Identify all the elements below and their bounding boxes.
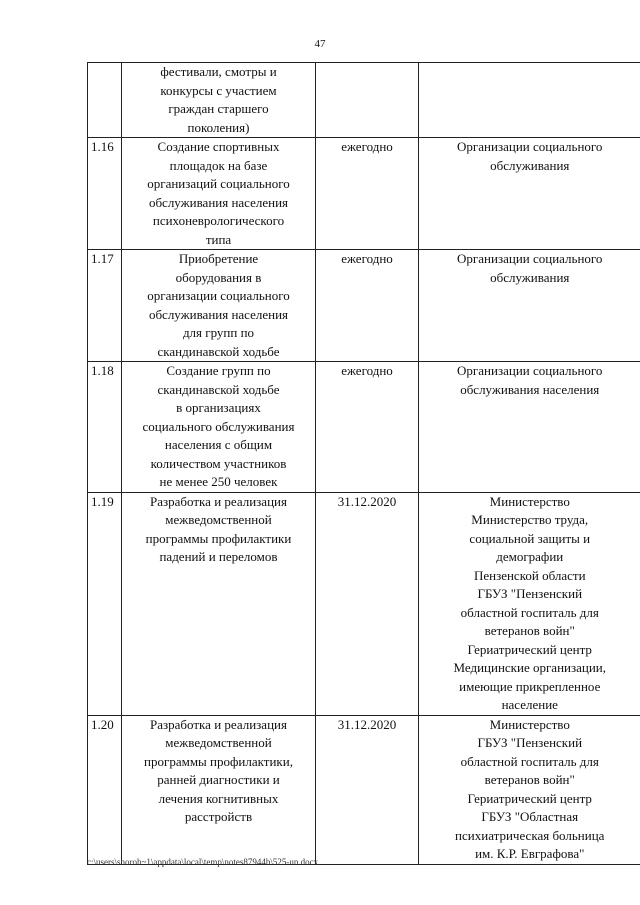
activity-name-cell — [122, 492, 316, 715]
activity-name-line: обслуживания населения — [148, 306, 289, 322]
activity-name-line: падений и переломов — [159, 549, 278, 564]
activity-name-line: социального обслуживания — [142, 418, 295, 434]
activity-name-line: поколения) — [187, 119, 250, 135]
activity-name-line: количеством участников — [150, 455, 287, 471]
plan-table-body — [88, 63, 640, 865]
responsible-org-line: Гериатрический центр — [467, 790, 592, 806]
responsible-org-line: Пензенской области — [473, 567, 586, 583]
responsible-org-line: областной госпиталь для — [460, 604, 599, 620]
activity-name-line: фестивали, смотры и — [160, 64, 277, 79]
responsible-org-line: Министерство труда, — [471, 512, 589, 527]
deadline-cell: 31.12.2020 — [316, 715, 419, 864]
responsible-org-line: демографии — [496, 549, 564, 564]
activity-name-line: обслуживания населения — [148, 194, 289, 210]
responsible-org-line: обслуживания — [490, 269, 570, 285]
responsible-org-cell — [419, 715, 640, 864]
activity-name-line: скандинавской ходьбе — [157, 343, 280, 359]
activity-name-line: расстройств — [184, 809, 253, 824]
activity-name-line: типа — [205, 231, 232, 247]
responsible-org-line: социальной защиты и — [469, 530, 591, 546]
activity-name-cell — [122, 250, 316, 362]
responsible-org-cell — [419, 138, 640, 250]
item-number-cell: 1.18 — [88, 362, 122, 493]
activity-name-line: Разработка и реализация — [150, 716, 287, 732]
responsible-org-line: обслуживания — [490, 157, 570, 173]
responsible-org-line: ветеранов войн" — [484, 772, 575, 787]
table-row — [88, 492, 640, 715]
responsible-org-line: Гериатрический центр — [467, 641, 592, 657]
deadline-cell: ежегодно — [316, 250, 419, 362]
deadline-cell: ежегодно — [316, 138, 419, 250]
responsible-org-line: ГБУЗ "Пензенский — [477, 586, 583, 601]
activity-name-line: не менее 250 человек — [159, 474, 278, 489]
activity-name-line: межведомственной — [165, 735, 272, 750]
responsible-org-line: им. К.Р. Евграфова" — [475, 846, 585, 861]
responsible-org-line: Министерство — [489, 716, 570, 732]
activity-name-line: межведомственной — [165, 512, 272, 527]
activity-name-line: скандинавской ходьбе — [157, 381, 280, 397]
activity-name-line: организации социального — [147, 288, 290, 303]
activity-name-line: Создание групп по — [166, 363, 271, 378]
activity-name-cell — [122, 362, 316, 493]
activity-name-cell — [122, 138, 316, 250]
activity-name-line: населения с общим — [164, 437, 273, 452]
page-number: 47 — [314, 38, 326, 50]
activity-name-line: психоневрологического — [152, 213, 285, 228]
responsible-org-cell — [419, 63, 640, 138]
responsible-org-line: Организации социального — [457, 251, 603, 266]
responsible-org-line: ГБУЗ "Областная — [481, 809, 579, 824]
responsible-org-line: ГБУЗ "Пензенский — [477, 735, 583, 750]
activity-name-line: Создание спортивных — [157, 139, 280, 154]
table-row — [88, 138, 640, 250]
plan-table — [87, 62, 640, 865]
item-number-cell: 1.20 — [88, 715, 122, 864]
item-number-cell: 1.17 — [88, 250, 122, 362]
deadline-cell: 31.12.2020 — [316, 492, 419, 715]
responsible-org-line: Организации социального — [457, 363, 603, 378]
activity-name-line: организаций социального — [147, 176, 290, 191]
table-row — [88, 250, 640, 362]
responsible-org-line: областной госпиталь для — [460, 753, 599, 769]
deadline-cell: ежегодно — [316, 362, 419, 493]
responsible-org-cell — [419, 362, 640, 493]
activity-name-line: ранней диагностики и — [157, 772, 280, 787]
item-number-cell: 1.19 — [88, 492, 122, 715]
activity-name-line: для групп по — [182, 325, 255, 340]
activity-name-line: программы профилактики — [145, 530, 292, 546]
activity-name-line: в организациях — [176, 400, 261, 415]
activity-name-line: Разработка и реализация — [150, 493, 287, 509]
responsible-org-line: ветеранов войн" — [484, 623, 575, 638]
activity-name-line: граждан старшего — [168, 101, 269, 116]
responsible-org-line: Медицинские организации, — [453, 660, 607, 675]
responsible-org-line: Министерство — [489, 493, 570, 509]
responsible-org-line: психиатрическая больница — [455, 827, 605, 843]
table-row — [88, 63, 640, 138]
activity-name-cell — [122, 715, 316, 864]
responsible-org-cell — [419, 250, 640, 362]
activity-name-cell — [122, 63, 316, 138]
activity-name-line: оборудования в — [175, 269, 262, 285]
activity-name-line: лечения когнитивных — [158, 790, 279, 806]
responsible-org-line: население — [501, 697, 558, 712]
responsible-org-line: Организации социального — [457, 139, 603, 154]
activity-name-line: Приобретение — [178, 251, 259, 266]
item-number-cell: 1.16 — [88, 138, 122, 250]
responsible-org-cell — [419, 492, 640, 715]
activity-name-line: программы профилактики, — [144, 753, 293, 769]
responsible-org-line: обслуживания населения — [460, 381, 600, 397]
table-row — [88, 715, 640, 864]
activity-name-line: площадок на базе — [169, 157, 268, 173]
responsible-org-line: имеющие прикрепленное — [459, 678, 601, 694]
table-row — [88, 362, 640, 493]
activity-name-line: конкурсы с участием — [160, 82, 277, 98]
item-number-cell — [88, 63, 122, 138]
deadline-cell — [316, 63, 419, 138]
footer-file-path: c:\users\shoroh~1\appdata\local\temp\notes87944b\525-un.docx — [87, 857, 319, 867]
